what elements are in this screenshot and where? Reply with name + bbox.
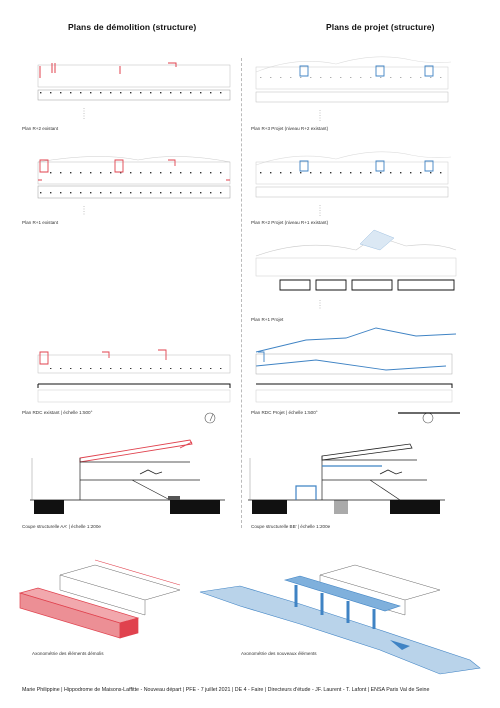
plan-r1-projet-drawing bbox=[256, 230, 456, 310]
north-arrow-icon bbox=[205, 413, 215, 423]
caption-axo-nouveaux: Axonométrie des nouveaux éléments bbox=[241, 651, 317, 656]
caption-plan-rdc-projet: Plan RDC Projet | échelle 1:500° bbox=[251, 410, 318, 415]
demolition-heading: Plans de démolition (structure) bbox=[68, 22, 197, 32]
plan-rdc-projet-drawing bbox=[256, 328, 460, 423]
plan-r2-projet-drawing bbox=[256, 152, 451, 216]
caption-coupe-bb: Coupe structurelle BB' | échelle 1:200e bbox=[251, 524, 331, 529]
caption-plan-rdc-existant: Plan RDC existant | échelle 1:500° bbox=[22, 410, 93, 415]
project-heading: Plans de projet (structure) bbox=[326, 22, 435, 32]
caption-axo-demolis: Axonométrie des éléments démolis bbox=[32, 651, 104, 656]
footer-credits: Marie Philippine | Hippodrome de Maisons-Laffitte - Nouveau départ | PFE - 7 juillet 2021 | DE 4 - Faire | Directeurs d'étude - JF. Laurent - T. Lafont | ENSA Paris Val de Seine bbox=[22, 687, 430, 693]
caption-plan-r1-projet: Plan R+1 Projet bbox=[251, 317, 284, 322]
north-arrow-icon bbox=[423, 413, 433, 423]
caption-plan-r2-existant: Plan R+2 existant bbox=[22, 126, 59, 131]
caption-plan-r2-projet: Plan R+2 Projet (niveau R+1 existant) bbox=[251, 220, 329, 225]
caption-plan-r1-existant: Plan R+1 existant bbox=[22, 220, 59, 225]
caption-plan-r3-projet: Plan R+3 Projet (niveau R+2 existant) bbox=[251, 126, 329, 131]
axo-nouveaux-drawing bbox=[200, 565, 480, 674]
plan-r2-existant-drawing bbox=[38, 63, 230, 120]
plan-r3-projet-drawing bbox=[256, 57, 451, 122]
axo-demolis-drawing bbox=[20, 560, 180, 638]
plan-r1-existant-drawing bbox=[38, 156, 230, 216]
caption-coupe-aa: Coupe structurelle AA' | échelle 1:200e bbox=[22, 524, 101, 529]
coupe-bb-drawing bbox=[248, 444, 445, 514]
coupe-aa-drawing bbox=[30, 440, 225, 514]
